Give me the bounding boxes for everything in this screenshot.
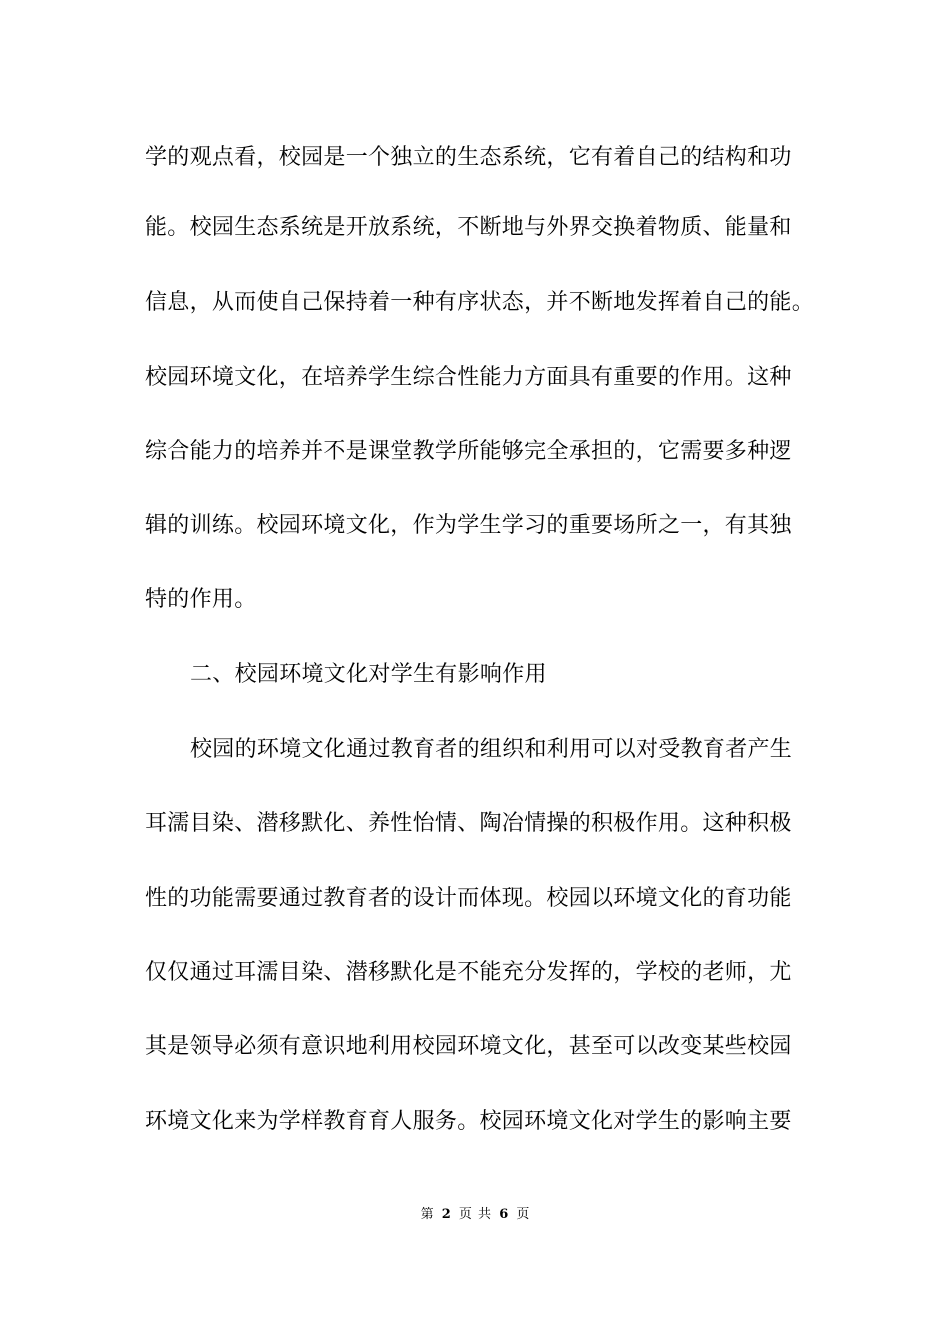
page-footer	[0, 1206, 950, 1224]
body-line: 学的观点看，校园是一个独立的生态系统，它有着自己的结构和功	[145, 145, 792, 170]
body-line: 信息，从而使自己保持着一种有序状态，并不断地发挥着自己的能。	[145, 290, 815, 315]
body-line: 综合能力的培养并不是课堂教学所能够完全承担的，它需要多种逻	[145, 439, 792, 464]
body-line: 特的作用。	[145, 587, 257, 612]
footer-middle: 页 共	[458, 1207, 492, 1222]
body-line: 其是领导必须有意识地利用校园环境文化，甚至可以改变某些校园	[145, 1034, 792, 1059]
footer-suffix: 页	[516, 1207, 530, 1222]
footer-total-pages: 6	[499, 1207, 509, 1222]
footer-current-page: 2	[441, 1207, 451, 1222]
footer-prefix: 第	[420, 1207, 434, 1222]
body-line: 能。校园生态系统是开放系统，不断地与外界交换着物质、能量和	[145, 215, 792, 240]
body-line: 环境文化来为学样教育育人服务。校园环境文化对学生的影响主要	[145, 1109, 792, 1134]
body-line: 耳濡目染、潜移默化、养性怡情、陶冶情操的积极作用。这种积极	[145, 811, 792, 836]
section-heading: 二、校园环境文化对学生有影响作用	[190, 662, 547, 687]
body-line: 仅仅通过耳濡目染、潜移默化是不能充分发挥的，学校的老师，尤	[145, 960, 792, 985]
body-line: 校园的环境文化通过教育者的组织和利用可以对受教育者产生	[190, 737, 793, 762]
body-line: 辑的训练。校园环境文化，作为学生学习的重要场所之一，有其独	[145, 513, 792, 538]
body-line: 性的功能需要通过教育者的设计而体现。校园以环境文化的育功能	[145, 886, 792, 911]
body-line: 校园环境文化，在培养学生综合性能力方面具有重要的作用。这种	[145, 365, 792, 390]
